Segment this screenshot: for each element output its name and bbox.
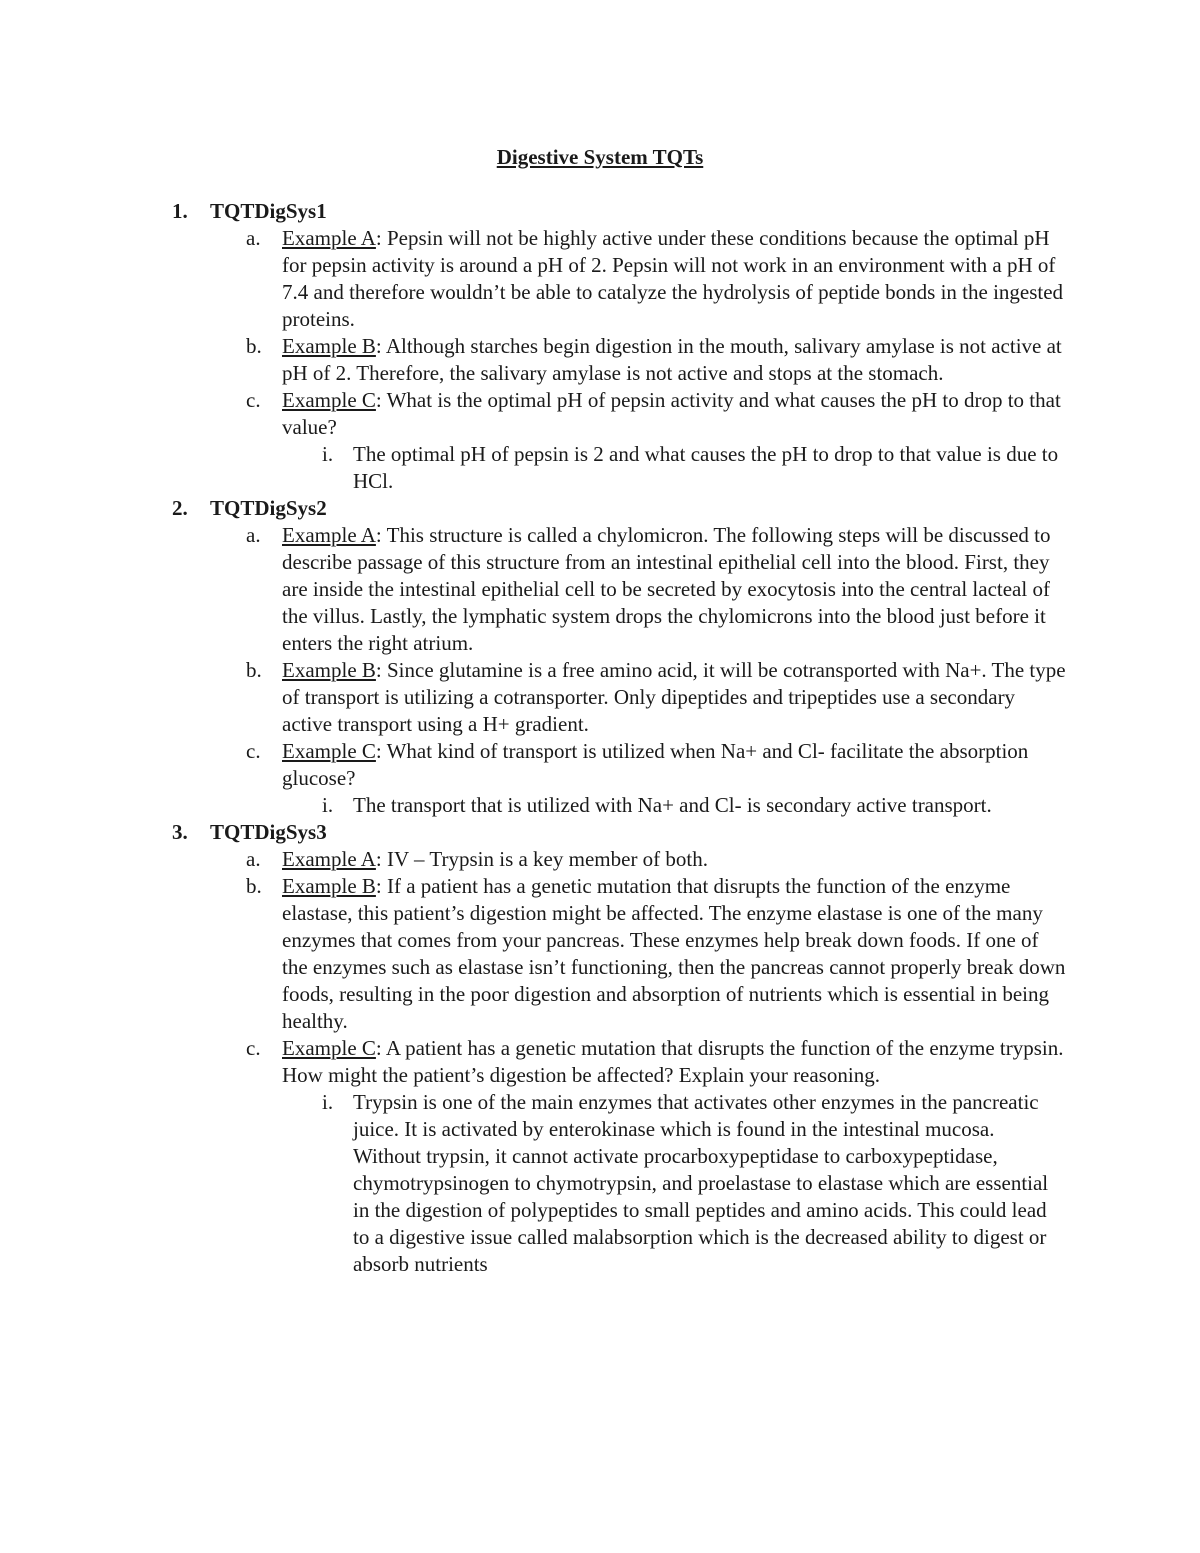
item-marker: b. [246, 658, 262, 682]
example-label: Example C [282, 388, 376, 412]
sub-item [0, 1089, 1063, 1278]
example-label: Example B [282, 658, 376, 682]
example-label: Example A [282, 226, 376, 250]
example-label: Example C [282, 739, 376, 763]
item-marker: b. [246, 334, 262, 358]
item-marker: c. [246, 388, 261, 412]
section-number: 1. [172, 199, 188, 223]
list-item [0, 387, 1067, 441]
item-text [282, 1035, 1067, 1089]
item-text [282, 387, 1067, 441]
section-heading [0, 819, 1200, 846]
item-marker: a. [246, 226, 261, 250]
sub-item [0, 792, 1063, 819]
example-body: : What kind of transport is utilized when Na+ and Cl- facilitate the absorption glucose? [282, 739, 1029, 790]
item-text [282, 333, 1067, 387]
sub-item-text: The transport that is utilized with Na+ and Cl- is secondary active transport. [353, 793, 992, 817]
section-tqtdigsys2 [0, 495, 1200, 819]
page-title: Digestive System TQTs [496, 145, 704, 169]
example-label: Example C [282, 1036, 376, 1060]
example-body: : IV – Trypsin is a key member of both. [375, 847, 709, 871]
example-label: Example B [282, 874, 376, 898]
list-item [0, 225, 1067, 333]
list-item [0, 522, 1067, 657]
sub-item-text: Trypsin is one of the main enzymes that activates other enzymes in the pancreatic juice. It is activated by enterokinase which is found in the intestinal mucosa. Without trypsin, it cannot activate procarboxypeptidase to carboxypeptidase, chymotrypsinogen to chymotrypsin, and proelastase to elastase which are essential in the digestion of polypeptides to small peptides and amino acids. This could lead to a digestive issue called malabsorption which is the decreased ability to digest or absorb nutrients [353, 1090, 1049, 1276]
list-item [0, 657, 1067, 738]
item-marker: a. [246, 523, 261, 547]
section-number: 3. [172, 820, 188, 844]
section-heading [0, 198, 1200, 225]
list-item [0, 738, 1067, 792]
list-item [0, 846, 1067, 873]
item-text [282, 846, 1067, 873]
sub-item-marker: i. [322, 793, 334, 817]
item-text [282, 657, 1067, 738]
example-label: Example A [282, 523, 376, 547]
item-text [282, 225, 1067, 333]
list-item [0, 1035, 1067, 1089]
section-number: 2. [172, 496, 188, 520]
example-body: : What is the optimal pH of pepsin activity and what causes the pH to drop to that value? [282, 388, 1061, 439]
section-tqtdigsys3 [0, 819, 1200, 1278]
example-body: : Although starches begin digestion in the mouth, salivary amylase is not active at pH of 2. Therefore, the salivary amylase is not active and stops at the stomach. [282, 334, 1062, 385]
sub-item [0, 441, 1063, 495]
example-label: Example A [282, 847, 376, 871]
list-item [0, 333, 1067, 387]
item-marker: c. [246, 739, 261, 763]
example-body: : This structure is called a chylomicron. The following steps will be discussed to describe passage of this structure from an intestinal epithelial cell into the blood. First, they are inside the intestinal epithelial cell to be secreted by exocytosis into the central lacteal of the villus. Lastly, the lymphatic system drops the chylomicrons into the blood just before it enters the right atrium. [282, 523, 1051, 655]
item-text [282, 522, 1067, 657]
item-marker: b. [246, 874, 262, 898]
example-body: : Since glutamine is a free amino acid, it will be cotransported with Na+. The type of transport is utilizing a cotransporter. Only dipeptides and tripeptides use a secondary active transport using a H+ gradient. [282, 658, 1066, 736]
item-marker: c. [246, 1036, 261, 1060]
example-body: : A patient has a genetic mutation that disrupts the function of the enzyme trypsin. How might the patient’s digestion be affected? Explain your reasoning. [282, 1036, 1064, 1087]
example-body: : If a patient has a genetic mutation that disrupts the function of the enzyme elastase, this patient’s digestion might be affected. The enzyme elastase is one of the many enzymes that comes from your pancreas. These enzymes help break down foods. If one of the enzymes such as elastase isn’t functioning, then the pancreas cannot properly break down foods, resulting in the poor digestion and absorption of nutrients which is essential in being healthy. [282, 874, 1066, 1033]
document-body [0, 198, 1200, 1278]
example-body: : Pepsin will not be highly active under these conditions because the optimal pH for pepsin activity is around a pH of 2. Pepsin will not work in an environment with a pH of 7.4 and therefore wouldn’t be able to catalyze the hydrolysis of peptide bonds in the ingested proteins. [282, 226, 1064, 331]
sub-item-marker: i. [322, 1090, 334, 1114]
list-item [0, 873, 1067, 1035]
item-marker: a. [246, 847, 261, 871]
item-text [282, 873, 1067, 1035]
section-title: TQTDigSys1 [210, 199, 327, 223]
section-title: TQTDigSys3 [210, 820, 327, 844]
section-heading [0, 495, 1200, 522]
sub-item-text: The optimal pH of pepsin is 2 and what causes the pH to drop to that value is due to HCl. [353, 442, 1059, 493]
sub-item-marker: i. [322, 442, 334, 466]
section-title: TQTDigSys2 [210, 496, 327, 520]
item-text [282, 738, 1067, 792]
section-tqtdigsys1 [0, 198, 1200, 495]
example-label: Example B [282, 334, 376, 358]
